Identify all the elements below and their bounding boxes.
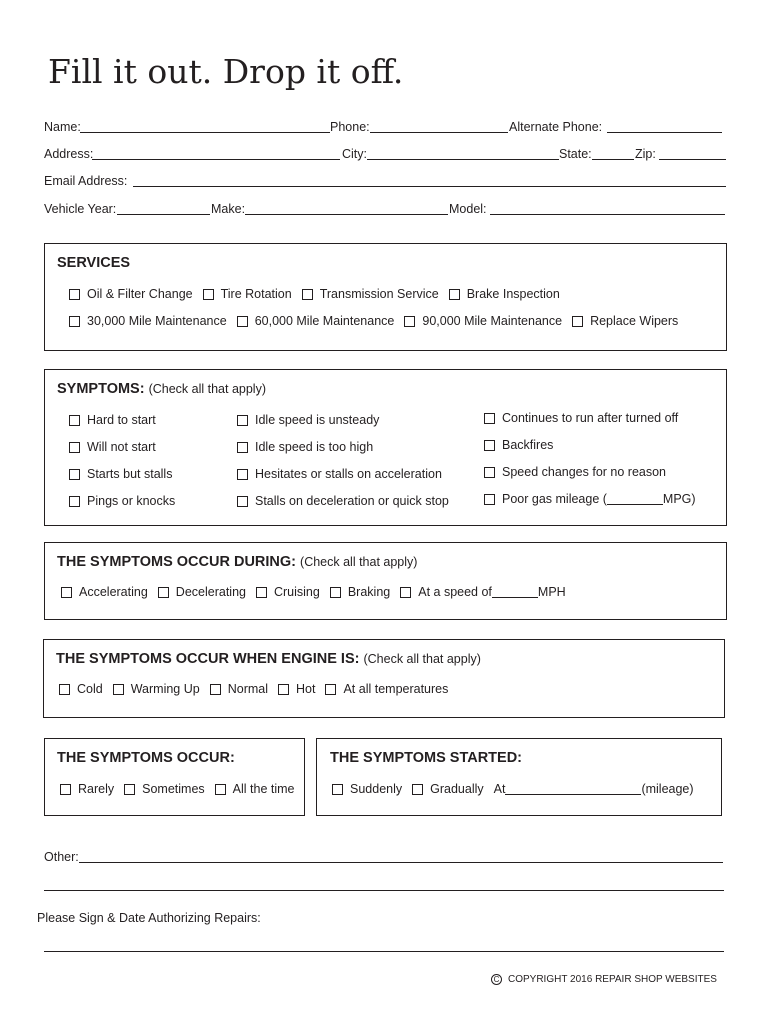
checkbox[interactable]	[256, 587, 267, 598]
zip-label: Zip:	[635, 147, 656, 161]
make-field[interactable]	[245, 214, 448, 215]
engine-cold[interactable]: Cold	[59, 682, 103, 696]
checkbox[interactable]	[572, 316, 583, 327]
name-label: Name:	[44, 120, 81, 134]
checkbox[interactable]	[484, 413, 495, 424]
symptom-idle-unsteady[interactable]: Idle speed is unsteady	[237, 413, 379, 427]
occur-during-heading: THE SYMPTOMS OCCUR DURING: (Check all that apply)	[57, 554, 418, 570]
checkbox[interactable]	[449, 289, 460, 300]
checkbox[interactable]	[158, 587, 169, 598]
started-section	[316, 738, 722, 816]
occur-rarely[interactable]: Rarely	[60, 782, 114, 796]
mpg-field[interactable]	[607, 494, 663, 505]
checkbox[interactable]	[237, 316, 248, 327]
services-row-2	[69, 314, 688, 328]
checkbox[interactable]	[330, 587, 341, 598]
checkbox[interactable]	[69, 442, 80, 453]
alt-phone-field[interactable]	[607, 132, 722, 133]
service-brake-inspection[interactable]: Brake Inspection	[449, 287, 560, 301]
checkbox[interactable]	[237, 442, 248, 453]
started-heading: THE SYMPTOMS STARTED:	[330, 750, 522, 766]
checkbox[interactable]	[203, 289, 214, 300]
name-field[interactable]	[80, 132, 330, 133]
checkbox[interactable]	[278, 684, 289, 695]
engine-options	[59, 682, 458, 696]
occur-during-options	[61, 585, 576, 599]
engine-heading: THE SYMPTOMS OCCUR WHEN ENGINE IS: (Check all that apply)	[56, 651, 481, 667]
checkbox[interactable]	[237, 415, 248, 426]
started-at-mileage: At (mileage)	[493, 782, 694, 796]
checkbox[interactable]	[69, 316, 80, 327]
occur-sometimes[interactable]: Sometimes	[124, 782, 205, 796]
copyright-icon: C	[491, 974, 502, 985]
service-oil-filter-change[interactable]: Oil & Filter Change	[69, 287, 193, 301]
checkbox[interactable]	[325, 684, 336, 695]
occur-frequency-heading: THE SYMPTOMS OCCUR:	[57, 750, 235, 766]
city-field[interactable]	[367, 159, 559, 160]
occur-all-the-time[interactable]: All the time	[215, 782, 295, 796]
services-heading: SERVICES	[57, 255, 131, 271]
phone-label: Phone:	[330, 120, 370, 134]
occur-during-section	[44, 542, 727, 620]
symptom-idle-too-high[interactable]: Idle speed is too high	[237, 440, 373, 454]
other-field-line-2[interactable]	[44, 890, 724, 891]
occur-frequency-options	[60, 782, 305, 796]
checkbox[interactable]	[484, 467, 495, 478]
other-field[interactable]	[79, 862, 723, 863]
engine-all-temperatures[interactable]: At all temperatures	[325, 682, 448, 696]
checkbox[interactable]	[124, 784, 135, 795]
service-replace-wipers[interactable]: Replace Wipers	[572, 314, 678, 328]
engine-section	[43, 639, 725, 718]
symptom-hesitates-acceleration[interactable]: Hesitates or stalls on acceleration	[237, 467, 442, 481]
during-accelerating[interactable]: Accelerating	[61, 585, 148, 599]
symptom-pings-or-knocks[interactable]: Pings or knocks	[69, 494, 175, 508]
checkbox[interactable]	[215, 784, 226, 795]
checkbox[interactable]	[69, 289, 80, 300]
checkbox[interactable]	[332, 784, 343, 795]
state-field[interactable]	[592, 159, 634, 160]
service-90000-mile[interactable]: 90,000 Mile Maintenance	[404, 314, 562, 328]
checkbox[interactable]	[412, 784, 423, 795]
during-decelerating[interactable]: Decelerating	[158, 585, 246, 599]
email-field[interactable]	[133, 186, 726, 187]
symptoms-section	[44, 369, 727, 526]
engine-warming-up[interactable]: Warming Up	[113, 682, 200, 696]
during-braking[interactable]: Braking	[330, 585, 390, 599]
symptoms-heading: SYMPTOMS: (Check all that apply)	[57, 381, 266, 397]
occur-frequency-section	[44, 738, 305, 816]
symptom-will-not-start[interactable]: Will not start	[69, 440, 156, 454]
state-label: State:	[559, 147, 592, 161]
signature-field[interactable]	[44, 951, 724, 952]
model-field[interactable]	[490, 214, 725, 215]
signature-label: Please Sign & Date Authorizing Repairs:	[37, 911, 261, 925]
checkbox[interactable]	[69, 415, 80, 426]
service-30000-mile[interactable]: 30,000 Mile Maintenance	[69, 314, 227, 328]
copyright: C COPYRIGHT 2016 REPAIR SHOP WEBSITES	[491, 974, 717, 985]
phone-field[interactable]	[370, 132, 508, 133]
checkbox[interactable]	[237, 496, 248, 507]
checkbox[interactable]	[59, 684, 70, 695]
symptom-speed-changes[interactable]: Speed changes for no reason	[484, 465, 666, 479]
speed-field[interactable]	[492, 587, 538, 598]
checkbox[interactable]	[302, 289, 313, 300]
alt-phone-label: Alternate Phone:	[509, 120, 603, 134]
during-at-speed[interactable]: At a speed of MPH	[400, 585, 565, 599]
checkbox[interactable]	[69, 469, 80, 480]
checkbox[interactable]	[210, 684, 221, 695]
started-options	[332, 782, 704, 796]
services-section	[44, 243, 727, 351]
email-label: Email Address:	[44, 174, 128, 188]
checkbox[interactable]	[404, 316, 415, 327]
checkbox[interactable]	[113, 684, 124, 695]
vehicle-year-field[interactable]	[117, 214, 210, 215]
symptom-runs-after-off[interactable]: Continues to run after turned off	[484, 411, 678, 425]
checkbox[interactable]	[61, 587, 72, 598]
mileage-field[interactable]	[505, 784, 641, 795]
during-cruising[interactable]: Cruising	[256, 585, 320, 599]
checkbox[interactable]	[69, 496, 80, 507]
make-label: Make:	[211, 202, 246, 216]
symptom-stalls-deceleration[interactable]: Stalls on deceleration or quick stop	[237, 494, 449, 508]
address-label: Address:	[44, 147, 94, 161]
started-suddenly[interactable]: Suddenly	[332, 782, 402, 796]
checkbox[interactable]	[237, 469, 248, 480]
vehicle-year-label: Vehicle Year:	[44, 202, 117, 216]
engine-normal[interactable]: Normal	[210, 682, 268, 696]
checkbox[interactable]	[400, 587, 411, 598]
engine-hot[interactable]: Hot	[278, 682, 315, 696]
started-gradually[interactable]: Gradually	[412, 782, 484, 796]
symptom-poor-gas-mileage[interactable]: Poor gas mileage ( MPG)	[484, 492, 696, 506]
city-label: City:	[342, 147, 367, 161]
zip-field[interactable]	[659, 159, 726, 160]
form-title: Fill it out. Drop it off.	[48, 52, 404, 91]
address-field[interactable]	[92, 159, 340, 160]
checkbox[interactable]	[60, 784, 71, 795]
service-60000-mile[interactable]: 60,000 Mile Maintenance	[237, 314, 395, 328]
symptom-hard-to-start[interactable]: Hard to start	[69, 413, 156, 427]
services-row-1	[69, 287, 570, 301]
service-tire-rotation[interactable]: Tire Rotation	[203, 287, 292, 301]
symptom-starts-but-stalls[interactable]: Starts but stalls	[69, 467, 172, 481]
other-label: Other:	[44, 850, 79, 864]
checkbox[interactable]	[484, 440, 495, 451]
symptom-backfires[interactable]: Backfires	[484, 438, 553, 452]
checkbox[interactable]	[484, 494, 495, 505]
service-transmission[interactable]: Transmission Service	[302, 287, 439, 301]
model-label: Model:	[449, 202, 487, 216]
